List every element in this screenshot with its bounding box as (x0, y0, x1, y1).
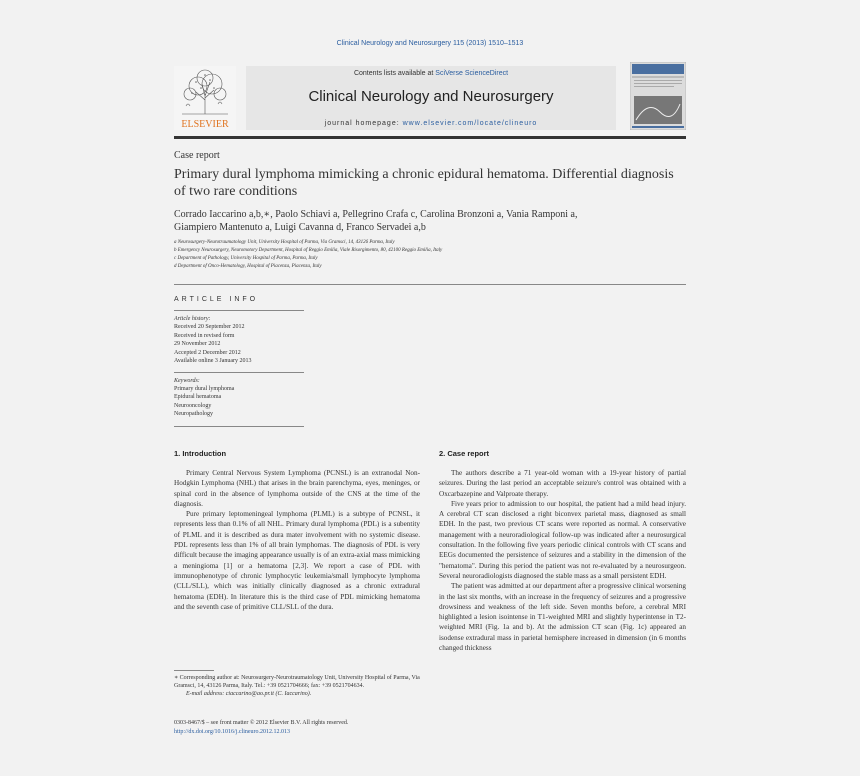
case-paragraph: The authors describe a 71 year-old woman with a 19-year history of partial seizures. During the last period an acceptable seizure's control was obtained with a Oxcarbazepine and Valproate therapy. (439, 469, 686, 498)
history-rule (174, 372, 304, 373)
journal-title: Clinical Neurology and Neurosurgery (308, 88, 554, 105)
case-paragraph: The patient was admitted at our department after a progressive clinical worsening in the last six months, with an increase in the frequency of seizures and a progressive drowsiness and weakness of the left side. Seven months before, a cerebral MRI highlighted a lesion isointense in T1-weighted MRI and slightly hyperintense in T2-weighted MRI (Fig. 1a and b). At the admission CT scan (Fig. 1c) appeared an isodense extradural mass in parietal hemisphere increased in dimension (in 6 months changed thickness (439, 582, 686, 653)
case-paragraph: Five years prior to admission to our hospital, the patient had a mild head injury. A cerebral CT scan disclosed a right biconvex parietal mass, diagnosed as small EDH. In the past, two previous CT scans were reported as normal. A conservative management with a neuroradiological follow-up was indicated after a neurosurgical consultation. In the following five years periodic clinical controls with CT scans and EEGs documented the persistence of seizures and a stability in the dimension of the "hematoma". During this period the patient was not re-evaluated by a neurosurgeon. Several neuroradiologists diagnosed the stable mass as a small persistent EDH. (439, 499, 686, 580)
affiliation: a Neurosurgery-Neurotraumatology Unit, University Hospital of Parma, Via Gramsci, 14, 43126 Parma, Italy (174, 240, 395, 245)
issn-line: 0303-8467/$ – see front matter © 2012 Elsevier B.V. All rights reserved. (174, 720, 349, 726)
keyword: Primary dural lymphoma (174, 386, 235, 393)
intro-heading: 1. Introduction (174, 449, 227, 458)
history-label: Article history: (174, 316, 211, 322)
history-item: Received in revised form (174, 332, 235, 339)
paper-title: Primary dural lymphoma mimicking a chronic epidural hematoma. Differential diagnosis of two rare conditions (174, 167, 674, 199)
article-type: Case report (174, 150, 220, 161)
history-item: Received 20 September 2012 (174, 324, 245, 331)
case-body (439, 468, 686, 653)
journal-citation: Clinical Neurology and Neurosurgery 115 (2013) 1510–1513 (336, 40, 524, 47)
case-heading: 2. Case report (439, 449, 490, 458)
keyword: Epidural hematoma (174, 394, 222, 401)
authors-line: Giampiero Mantenuto a, Luigi Cavanna d, Franco Servadei a,b (174, 222, 426, 233)
homepage-link[interactable]: www.elsevier.com/locate/clineuro (402, 120, 538, 127)
keywords-label: Keywords: (174, 378, 200, 384)
corresponding-author-footnote (174, 674, 420, 698)
elsevier-logo (174, 66, 236, 130)
journal-banner (246, 66, 616, 130)
homepage-prefix: journal homepage: (324, 120, 403, 127)
article-info-rule (174, 310, 304, 311)
keyword: Neurooncology (174, 402, 212, 409)
journal-cover-image (630, 62, 686, 130)
contents-line (246, 70, 616, 77)
affiliation: b Emergency Neurosurgery, Neuromotory Department, Hospital of Reggio Emilia, Viale Risorgimento, 80, 42100 Reggio Emilia, Italy (174, 248, 443, 253)
article-history (174, 315, 252, 365)
history-item: Available online 3 January 2013 (174, 358, 252, 365)
header-rule (174, 136, 686, 139)
affiliation: c Department of Pathology, University Hospital of Parma, Parma, Italy (174, 256, 318, 261)
email-address: E-mail address: ciaccarino@ao.pr.it (C. Iaccarino). (186, 691, 312, 697)
sciencedirect-link[interactable]: SciVerse ScienceDirect (435, 70, 509, 77)
footnote-rule (174, 670, 214, 671)
intro-body (174, 468, 420, 612)
affiliation: d Department of Onco-Hematology, Hospital of Piacenza, Piacenza, Italy (174, 264, 322, 269)
homepage-line (246, 120, 616, 127)
affiliations-rule (174, 284, 686, 285)
doi-link[interactable]: http://dx.doi.org/10.1016/j.clineuro.2012.12.013 (174, 729, 291, 735)
author-list (174, 208, 684, 234)
affiliations (174, 239, 684, 271)
keywords (174, 377, 234, 418)
article-info-heading: ARTICLE INFO (174, 296, 259, 303)
page-footer (174, 719, 434, 737)
history-item: 29 November 2012 (174, 341, 221, 348)
footnote-text: ∗ Corresponding author at: Neurosurgery-Neurotraumatology Unit, University Hospital of Parma, Via Gramsci, 14, 43126 Parma, Italy. Tel.: +39 0521704666; fax: +39 0521704634. (174, 675, 420, 689)
intro-paragraph: Primary Central Nervous System Lymphoma (PCNSL) is an extranodal Non-Hodgkin Lymphoma (NHL) that arises in the brain parenchyma, eyes, meninges, or spinal cord in the absence of lymphoma outside of the CNS at the time of the diagnosis. (174, 469, 420, 508)
keyword: Neuropathology (174, 410, 213, 417)
intro-paragraph: Pure primary leptomeningeal lymphoma (PLML) is a subtype of PCNSL, it represents less than 0.1% of all NHL. Primary dural lymphoma (PDL) is a subentity of PLML and it is described as dura mater involvement with no systemic disease. PDL represents less than 1% of all brain lymphomas. The diagnosis of PDL is very difficult because the imaging appearance usually is of an extra-axial mass mimicking a meningioma [1] or a hematoma [2,3]. We report a case of PDL with immunophenotype of chronic lymphocytic leukemia/small lymphocyte lymphoma (CLL/SLL), which was initially clinically diagnosed as a chronic extradural hematoma (EDH). In literature this is the third case of PDL mimicking hematoma and the seventh case of primitive CLL/SLL of the dura. (174, 510, 420, 611)
elsevier-wordmark: ELSEVIER (181, 119, 229, 130)
authors-line: Corrado Iaccarino a,b,∗, Paolo Schiavi a, Pellegrino Crafa c, Carolina Bronzoni a, Vania Ramponi a, (174, 209, 578, 220)
keywords-rule (174, 426, 304, 427)
contents-prefix: Contents lists available at (353, 70, 436, 77)
history-item: Accepted 2 December 2012 (174, 349, 241, 356)
